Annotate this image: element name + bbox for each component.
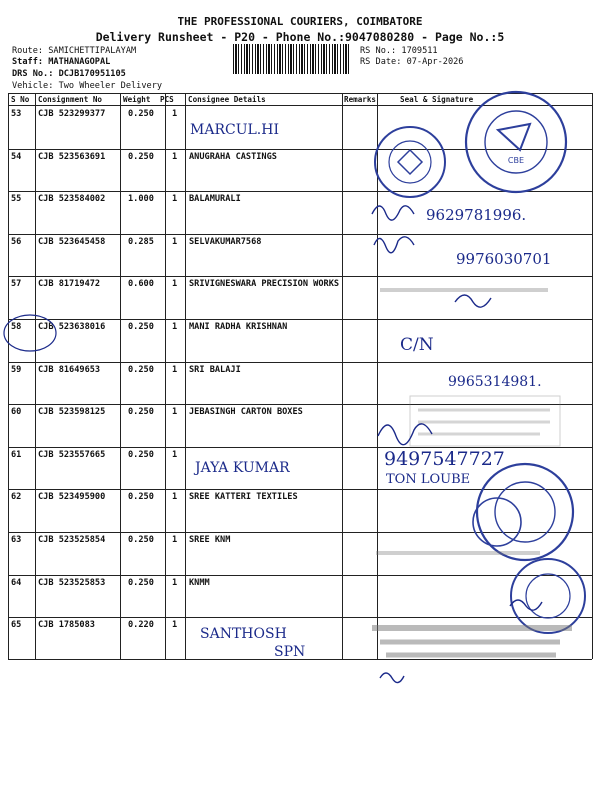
- row-sno: 65: [11, 620, 22, 631]
- marcus-stamp: [466, 92, 566, 192]
- row-consignment-no: CJB 81649653: [38, 364, 101, 375]
- row-consignment-no: CJB 523645458: [38, 236, 106, 247]
- route-label: Route: SAMICHETTIPALAYAM: [12, 46, 137, 56]
- hand-name-r61: JAYA KUMAR: [195, 460, 290, 476]
- row-sno: 57: [11, 279, 22, 290]
- row-pcs: 1: [172, 535, 178, 545]
- row-consignment-no: CJB 523495900: [38, 492, 106, 503]
- row-pcs: 1: [172, 279, 178, 290]
- row-pcs: 1: [172, 322, 178, 332]
- row-consignee-name: MANI RADHA KRISHNAN: [189, 322, 288, 332]
- row-consignee-name: SELVAKUMAR7568: [189, 236, 262, 247]
- row-sno: 58: [11, 322, 22, 332]
- row-weight: 0.220: [128, 620, 154, 631]
- row-consignment-no: CJB 523598125: [38, 407, 106, 418]
- row-weight: 0.250: [128, 535, 154, 545]
- hand-note-r58: C/N: [400, 335, 434, 355]
- row-weight: 0.250: [128, 449, 154, 460]
- hand-phone-r55: 9629781996.: [426, 206, 527, 224]
- row-sno: 55: [11, 194, 22, 205]
- col-header-weight: Weight: [123, 95, 151, 104]
- row-consignment-no: CJB 523638016: [38, 322, 106, 332]
- row-sno: 56: [11, 236, 22, 247]
- row-consignee-name: ANUGRAHA CASTINGS: [189, 151, 277, 162]
- hand-phone-r61: 9497547727: [384, 448, 505, 470]
- row-weight: 0.250: [128, 492, 154, 503]
- hand-note-r61: TON LOUBE: [386, 472, 471, 487]
- row-consignee-name: SRI BALAJI: [189, 364, 241, 375]
- row-consignee-name: SRIVIGNESWARA PRECISION WORKS: [189, 279, 340, 290]
- row-weight: 0.250: [128, 577, 154, 588]
- row-sno: 64: [11, 577, 22, 588]
- rs-number: RS No.: 1709511: [360, 46, 438, 56]
- row-weight: 0.250: [128, 322, 154, 332]
- jebasingh-stamp: [410, 396, 560, 446]
- row-weight: 0.250: [128, 407, 154, 418]
- hand-phone-r59: 9965314981.: [448, 374, 542, 390]
- row-weight: 0.600: [128, 279, 154, 290]
- row-consignment-no: CJB 81719472: [38, 279, 101, 290]
- row-pcs: 1: [172, 194, 178, 205]
- row58-circle-mark: [4, 315, 56, 351]
- row-sno: 54: [11, 151, 22, 162]
- row-pcs: 1: [172, 407, 178, 418]
- rs-date: RS Date: 07-Apr-2026: [360, 57, 464, 67]
- hand-name-r53: MARCUL.HI: [190, 122, 279, 138]
- row-pcs: 1: [172, 577, 178, 588]
- katteri-stamp: [473, 464, 573, 560]
- row-consignment-no: CJB 523525854: [38, 535, 106, 545]
- row-consignment-no: CJB 523563691: [38, 151, 106, 162]
- row-sno: 59: [11, 364, 22, 375]
- row-weight: 0.285: [128, 236, 154, 247]
- col-header-sno: S No: [11, 95, 30, 104]
- col-header-seal: Seal & Signature: [400, 95, 474, 104]
- signature-scribbles: [372, 206, 542, 683]
- marcus-city-text: CBE: [507, 156, 525, 165]
- hand-name-r65-line1: SANTHOSH: [200, 626, 287, 642]
- row-consignment-no: CJB 1785083: [38, 620, 95, 631]
- row-weight: 1.000: [128, 194, 154, 205]
- row-consignee-name: BALAMURALI: [189, 194, 241, 205]
- staff-label: Staff: MATHANAGOPAL: [12, 57, 111, 67]
- row-sno: 62: [11, 492, 22, 503]
- row-pcs: 1: [172, 620, 178, 631]
- vehicle-label: Vehicle: Two Wheeler Delivery: [12, 81, 163, 91]
- row-consignment-no: CJB 523557665: [38, 449, 106, 460]
- row-sno: 60: [11, 407, 22, 418]
- row-pcs: 1: [172, 236, 178, 247]
- row-pcs: 1: [172, 151, 178, 162]
- col-header-pcs: PCS: [160, 95, 174, 104]
- row-consignment-no: CJB 523584002: [38, 194, 106, 205]
- runsheet-subtitle: Delivery Runsheet - P20 - Phone No.:9047080280 - Page No.:5: [95, 30, 505, 44]
- row64-stamp: [511, 559, 585, 633]
- row-sno: 61: [11, 449, 22, 460]
- row-pcs: 1: [172, 449, 178, 460]
- row-weight: 0.250: [128, 364, 154, 375]
- row-consignee-name: SREE KNM: [189, 535, 231, 545]
- row-sno: 53: [11, 109, 22, 119]
- row-pcs: 1: [172, 109, 178, 119]
- row-consignment-no: CJB 523525853: [38, 577, 106, 588]
- row-sno: 63: [11, 535, 22, 545]
- col-header-consignee: Consignee Details: [188, 95, 266, 104]
- drs-label: DRS No.: DCJB170951105: [12, 69, 126, 79]
- row-consignee-name: JEBASINGH CARTON BOXES: [189, 407, 303, 418]
- row-weight: 0.250: [128, 151, 154, 162]
- company-title: THE PROFESSIONAL COURIERS, COIMBATORE: [177, 15, 423, 28]
- row-weight: 0.250: [128, 109, 154, 119]
- row-consignment-no: CJB 523299377: [38, 109, 106, 119]
- row-pcs: 1: [172, 364, 178, 375]
- hand-name-r65-line2: SPN: [274, 644, 306, 660]
- col-header-consignment: Consignment No: [38, 95, 103, 104]
- row-pcs: 1: [172, 492, 178, 503]
- row-consignee-name: SREE KATTERI TEXTILES: [189, 492, 298, 503]
- row-consignee-name: KNMM: [189, 577, 210, 588]
- anugraha-stamp: [375, 127, 445, 197]
- col-header-remarks: Remarks: [344, 95, 377, 104]
- hand-phone-r56: 9976030701: [456, 250, 552, 268]
